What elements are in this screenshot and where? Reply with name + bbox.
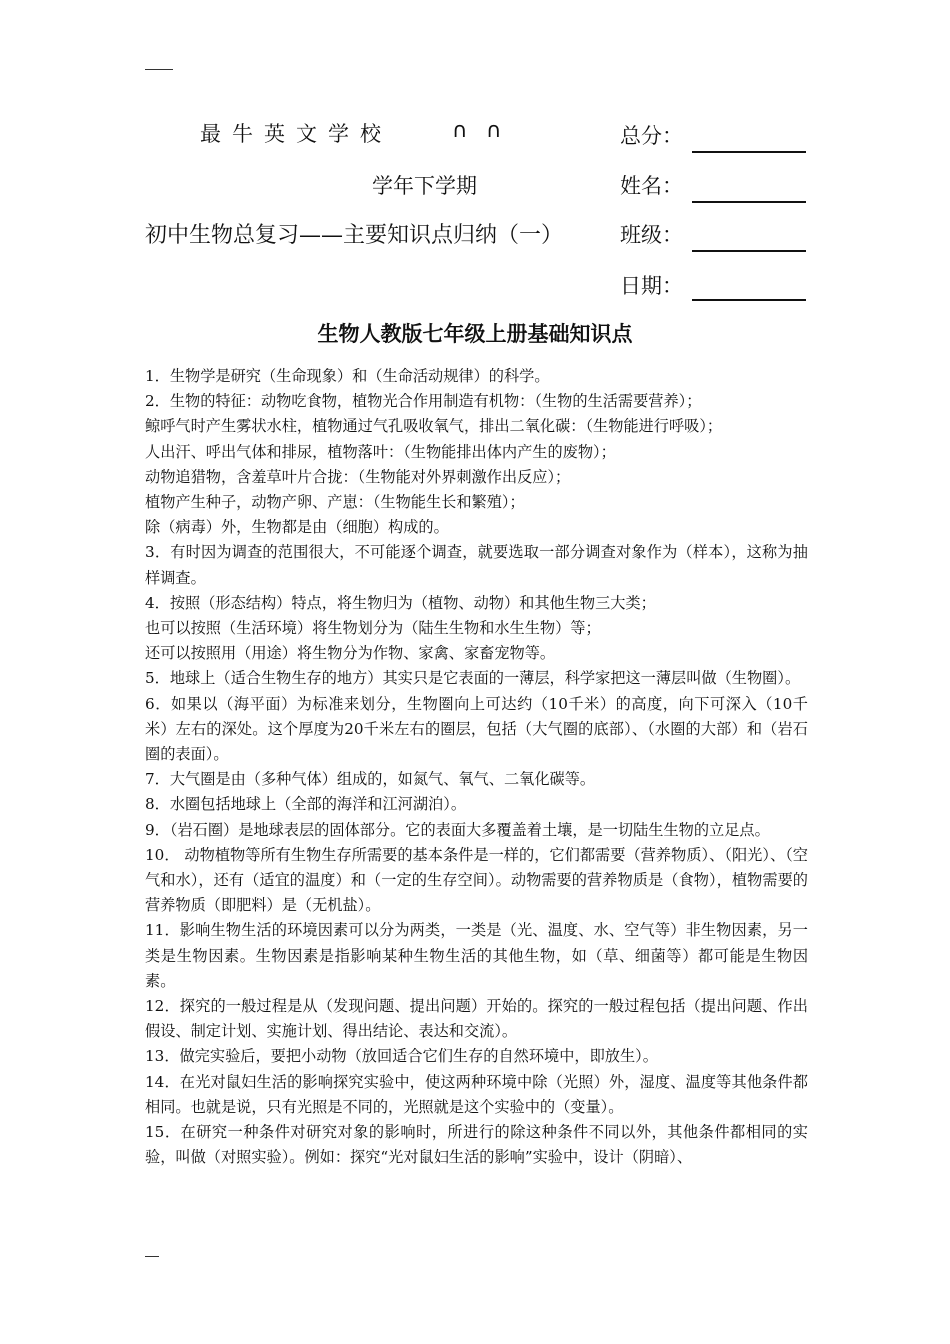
school-name: 最牛英文学校 [200,122,392,146]
paragraph: 6．如果以（海平面）为标准来划分，生物圈向上可达约（10千米）的高度，向下可深入（10千米）左右的深处。这个厚度为20千米左右的圈层，包括（大气圈的底部）、（水圈的大部）和（岩石圈的表面）。 [145,694,808,764]
paragraph: 还可以按照用（用途）将生物分为作物、家禽、家畜宠物等。 [145,644,556,663]
paragraph: 13．做完实验后，要把小动物（放回适合它们生存的自然环境中，即放生）。 [145,1047,658,1066]
term-label: 学年下学期 [372,174,477,198]
name-field-line [692,201,806,203]
date-field-line [692,299,806,301]
section-title: 生物人教版七年级上册基础知识点 [317,322,633,346]
score-label: 总分： [620,124,683,148]
paragraph: 8．水圈包括地球上（全部的海洋和江河湖泊）。 [145,795,467,814]
paragraph: 人出汗、呼出气体和排尿，植物落叶：（生物能排出体内产生的废物）； [145,442,616,461]
paragraph: 11．影响生物生活的环境因素可以分为两类，一类是（光、温度、水、空气等）非生物因素，另一类是生物因素。生物因素是指影响某种生物生活的其他生物，如（草、细菌等）都可能是生物因素。 [145,921,808,990]
paragraph: 9．（岩石圈）是地球表层的固体部分。它的表面大多覆盖着土壤，是一切陆生生物的立足点。 [145,820,770,839]
paragraph: 除（病毒）外，生物都是由（细胞）构成的。 [145,518,449,537]
class-label: 班级： [620,223,683,247]
bottom-rule [145,1256,159,1257]
name-label: 姓名： [620,174,683,198]
top-rule [145,69,173,70]
paragraph: 1．生物学是研究（生命现象）和（生命活动规律）的科学。 [145,367,550,385]
paragraph: 10． 动物植物等所有生物生存所需要的基本条件是一样的，它们都需要（营养物质）、（阳光）、（空气和水），还有（适宜的温度）和（一定的生存空间）。动物需要的营养物质是（食物），植物需要的营养物质（即肥料）是（无机盐）。 [145,845,808,915]
score-field-line [692,151,806,153]
knowledge-points [145,364,808,1171]
paragraph: 2．生物的特征：动物吃食物，植物光合作用制造有机物：（生物的生活需要营养）； [145,392,702,411]
paragraph: 也可以按照（生活环境）将生物划分为（陆生生物和水生生物）等； [145,619,601,638]
paragraph: 植物产生种子，动物产卵、产崽：（生物能生长和繁殖）； [145,493,525,512]
paragraph: 4．按照（形态结构）特点，将生物归为（植物、动物）和其他生物三大类； [145,593,656,612]
header-symbols: ∩ ∩ [452,118,508,142]
paragraph: 15．在研究一种条件对研究对象的影响时，所进行的除这种条件不同以外，其他条件都相同的实验，叫做（对照实验）。例如：探究“光对鼠妇生活的影响”实验中，设计（阴暗）、 [145,1123,808,1167]
paragraph: 7．大气圈是由（多种气体）组成的，如氮气、氧气、二氧化碳等。 [145,770,596,789]
paragraph: 鲸呼气时产生雾状水柱，植物通过气孔吸收氧气，排出二氧化碳：（生物能进行呼吸）； [145,417,723,436]
paragraph: 3．有时因为调查的范围很大，不可能逐个调查，就要选取一部分调查对象作为（样本），这称为抽样调查。 [145,543,808,587]
paragraph: 14．在光对鼠妇生活的影响探究实验中，使这两种环境中除（光照）外，湿度、温度等其他条件都相同。也就是说，只有光照是不同的，光照就是这个实验中的（变量）。 [145,1072,808,1116]
paragraph: 5．地球上（适合生物生存的地方）其实只是它表面的一薄层，科学家把这一薄层叫做（生物圈）。 [145,669,801,688]
document-title: 初中生物总复习——主要知识点归纳（一） [145,223,564,248]
date-label: 日期： [620,274,683,298]
paragraph: 12．探究的一般过程是从（发现问题、提出问题）开始的。探究的一般过程包括（提出问题、作出假设、制定计划、实施计划、得出结论、表达和交流）。 [145,997,808,1041]
paragraph: 动物追猎物，含羞草叶片合拢：（生物能对外界刺激作出反应）； [145,467,571,486]
class-field-line [692,250,806,252]
